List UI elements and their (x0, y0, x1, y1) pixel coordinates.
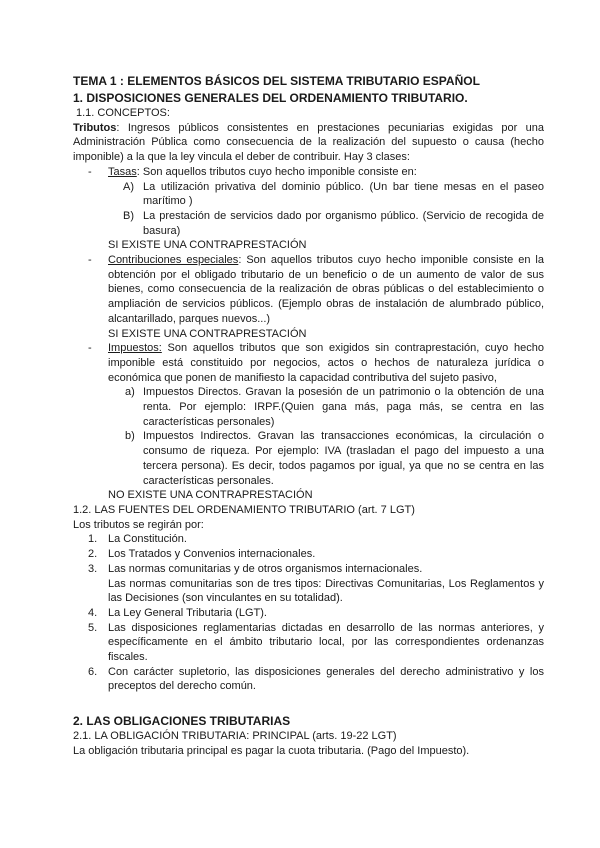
item-marker: 2. (88, 548, 98, 561)
clase-tasas (73, 165, 544, 180)
item-marker: 6. (88, 665, 98, 678)
item-marker: b) (125, 430, 135, 443)
subsection-1-2-heading: 1.2. LAS FUENTES DEL ORDENAMIENTO TRIBUTARIO (art. 7 LGT) (73, 503, 415, 516)
contraprestacion-note: NO EXISTE UNA CONTRAPRESTACIÓN (108, 489, 313, 502)
list-item (73, 606, 544, 621)
item-text: Las disposiciones reglamentarias dictadas en desarrollo de las normas anteriores, y específicamente en el ámbito tributario local, por las correspondientes ordenanzas fiscales. (108, 621, 544, 664)
tributos-term: Tributos (73, 121, 117, 134)
list-item (73, 562, 544, 577)
dash-marker: - (88, 254, 92, 267)
tributos-definition (73, 121, 544, 165)
dash-marker: - (88, 165, 92, 178)
item-text: Impuestos Indirectos. Gravan las transacciones económicas, la circulación o consumo de riqueza. Por ejemplo: IVA (trasladan el pago del impuesto a una tercera persona). Es decir, todos pagamos por igual, ya que no se centra en las características personales. (143, 430, 544, 487)
list-item (73, 532, 544, 547)
contraprestacion-note: SI EXISTE UNA CONTRAPRESTACIÓN (108, 327, 307, 340)
subsection-2-1-heading: 2.1. LA OBLIGACIÓN TRIBUTARIA: PRINCIPAL (arts. 19-22 LGT) (73, 730, 397, 743)
item-text: La prestación de servicios dado por organismo público. (Servicio de recogida de basura) (143, 209, 544, 237)
clase-definition: : Son aquellos tributos cuyo hecho imponible consiste en la obtención por el obligado tributario de un beneficio o de un aumento de valor de sus bienes, como consecuencia de la realización de obras públicas o del establecimiento o ampliación de servicios públicos. (Ejemplo obras de instalación de alumbrado público, alcantarillado, parques nuevos...) (108, 254, 544, 325)
clase-term: Tasas (108, 165, 137, 178)
item-continuation: Las normas comunitarias son de tres tipos: Directivas Comunitarias, Los Reglamentos y las Decisiones (son vinculantes en su totalidad). (108, 577, 544, 605)
contraprestacion-note: SI EXISTE UNA CONTRAPRESTACIÓN (108, 239, 307, 252)
clase-contribuciones (73, 253, 544, 327)
clase-definition: Son aquellos tributos que son exigidos sin contraprestación, cuyo hecho imponible está constituido por negocios, actos o hechos de naturaleza jurídica o económica que ponen de manifiesto la capacidad contributiva del sujeto pasivo, (108, 342, 544, 384)
section-1-heading: 1. DISPOSICIONES GENERALES DEL ORDENAMIENTO TRIBUTARIO. (73, 91, 468, 105)
item-text: La Ley General Tributaria (LGT). (108, 606, 267, 619)
list-item (73, 385, 544, 429)
clase-definition: : Son aquellos tributos cuyo hecho imponible consiste en: (136, 165, 417, 178)
list-item (73, 621, 544, 665)
list-item (73, 429, 544, 488)
item-text: Con carácter supletorio, las disposiciones generales del derecho administrativo y los preceptos del derecho común. (108, 665, 544, 693)
clase-term: Impuestos: (108, 342, 162, 355)
list-item (73, 180, 544, 209)
section-2-heading: 2. LAS OBLIGACIONES TRIBUTARIAS (73, 714, 291, 729)
item-text: Las normas comunitarias y de otros organismos internacionales. (108, 562, 423, 575)
item-marker: A) (123, 180, 134, 193)
tributos-text: : Ingresos públicos consistentes en prestaciones pecuniarias exigidas por una Administración Pública como consecuencia de la realización del supuesto o causa (hecho imponible) a la que la ley vincula el deber de contribuir. Hay 3 clases: (73, 121, 544, 164)
item-text: Impuestos Directos. Gravan la posesión de un patrimonio o la obtención de una renta. Por ejemplo: IRPF.(Quien gana más, paga más, se centra en las características personales) (143, 386, 544, 428)
subsection-1-1-heading: 1.1. CONCEPTOS: (76, 107, 170, 119)
document-title: TEMA 1 : ELEMENTOS BÁSICOS DEL SISTEMA TRIBUTARIO ESPAÑOL (73, 74, 480, 88)
item-marker: 5. (88, 621, 98, 634)
dash-marker: - (88, 342, 92, 355)
obligacion-principal-text: La obligación tributaria principal es pagar la cuota tributaria. (Pago del Impuesto). (73, 744, 470, 757)
item-text: La utilización privativa del dominio público. (Un bar tiene mesas en el paseo marítimo ) (143, 180, 544, 208)
list-item (73, 547, 544, 562)
clase-term: Contribuciones especiales (108, 254, 239, 267)
clase-impuestos (73, 341, 544, 385)
list-item (73, 665, 544, 694)
item-marker: a) (125, 386, 135, 399)
item-marker: B) (123, 209, 134, 222)
item-marker: 4. (88, 606, 98, 619)
list-item (73, 209, 544, 238)
item-marker: 1. (88, 533, 98, 546)
item-text: La Constitución. (108, 533, 187, 546)
item-text: Los Tratados y Convenios internacionales. (108, 548, 316, 561)
item-marker: 3. (88, 562, 98, 575)
fuentes-intro: Los tributos se regirán por: (73, 518, 204, 531)
